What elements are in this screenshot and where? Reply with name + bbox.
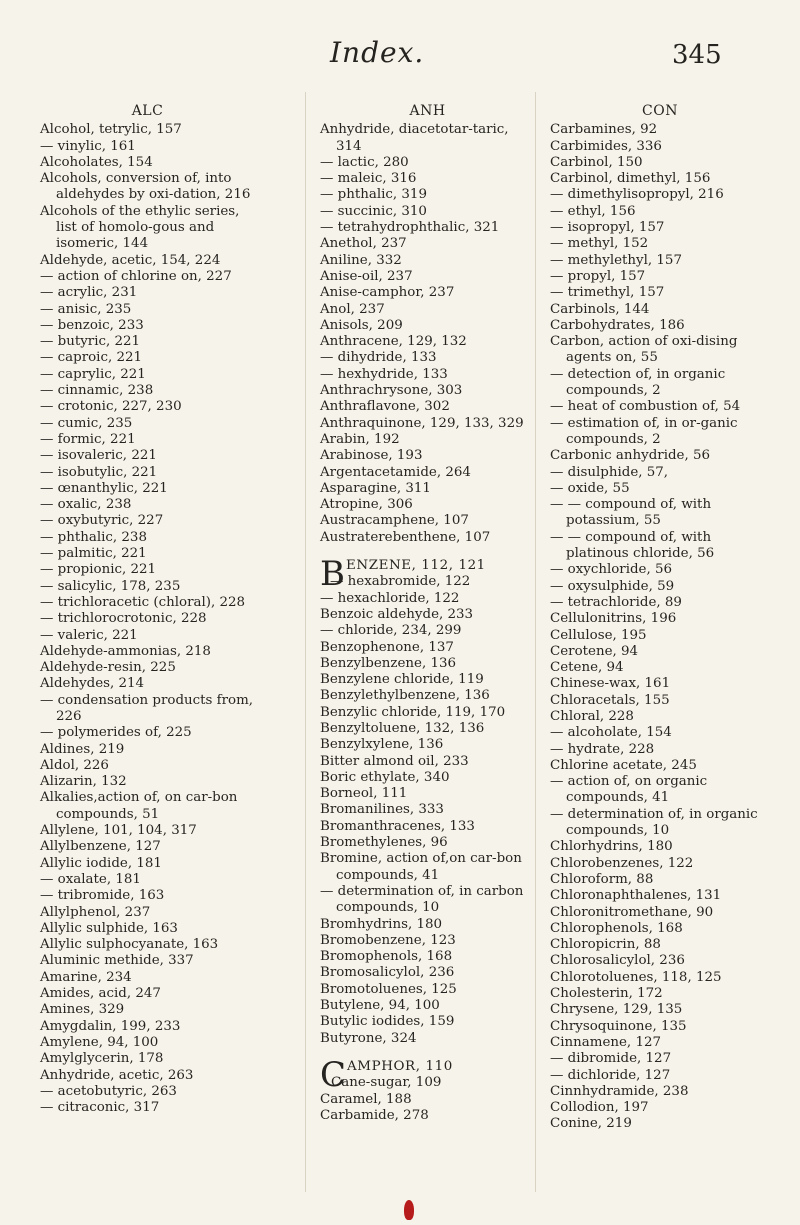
index-entry: — dichloride, 127 (550, 1067, 671, 1083)
index-entry: Cellulose, 195 (550, 627, 647, 643)
index-entry: Bitter almond oil, 233 (320, 753, 469, 769)
index-entry: — alcoholate, 154 (550, 725, 672, 741)
index-entry: — citraconic, 317 (40, 1100, 160, 1116)
index-entry: Chlorosalicylol, 236 (550, 953, 685, 969)
index-entry: — tetrachloride, 89 (550, 594, 682, 610)
index-entry: — caprylic, 221 (40, 366, 146, 382)
index-entry: — heat of combustion of, 54 (550, 399, 741, 415)
index-entry: Carbohydrates, 186 (550, 317, 685, 333)
index-entry: Boric ethylate, 340 (320, 769, 450, 785)
index-entry: Aldehydes, 214 (40, 676, 145, 692)
index-entry: Chloronitromethane, 90 (550, 904, 714, 920)
index-entry: Benzylene chloride, 119 (320, 672, 484, 688)
index-entry: Cholesterin, 172 (550, 986, 663, 1002)
index-entry: Benzylethylbenzene, 136 (320, 688, 490, 704)
index-entry: — phthalic, 238 (40, 529, 147, 545)
index-entry: Anethol, 237 (320, 236, 407, 252)
index-entry: — oxalate, 181 (40, 871, 141, 887)
column-divider (535, 92, 536, 1192)
index-entry: Chinese-wax, 161 (550, 676, 671, 692)
index-entry: Chlorophenols, 168 (550, 920, 683, 936)
index-entry: Asparagine, 311 (320, 480, 431, 496)
index-entry: — acrylic, 231 (40, 285, 138, 301)
index-entry: Anthrachrysone, 303 (320, 383, 463, 399)
index-entry: Anise-oil, 237 (320, 268, 413, 284)
index-entry: — succinic, 310 (320, 203, 427, 219)
index-entry: Anthraflavone, 302 (320, 399, 450, 415)
index-entry: — disulphide, 57, (550, 464, 669, 480)
index-entry: Amylene, 94, 100 (40, 1034, 159, 1050)
index-entry: Allylphenol, 237 (40, 904, 151, 920)
index-entry: Butylene, 94, 100 (320, 998, 440, 1014)
index-entry: Anise-camphor, 237 (320, 285, 455, 301)
index-entry: Allylic iodide, 181 (40, 855, 162, 871)
index-entry: Austracamphene, 107 (320, 513, 469, 529)
index-entry: Chrysoquinone, 135 (550, 1018, 687, 1034)
index-entry: — action of chlorine on, 227 (40, 268, 232, 284)
index-entry: — lactic, 280 (320, 154, 409, 170)
index-entry: — chloride, 234, 299 (320, 623, 462, 639)
index-entry: — determination of, in organic compounds, 10 (550, 806, 758, 839)
index-entry: Atropine, 306 (320, 497, 413, 513)
index-entry: Conine, 219 (550, 1116, 632, 1132)
index-entry: — hexachloride, 122 (320, 590, 460, 606)
index-entry: Cellulonitrins, 196 (550, 611, 677, 627)
index-entry: — polymerides of, 225 (40, 725, 192, 741)
page-number: 345 (672, 40, 722, 70)
index-entry: — cinnamic, 238 (40, 383, 154, 399)
index-entry: Alcohols of the ethylic series, list of homolo-gous and isomeric, 144 (40, 203, 240, 252)
index-entry: Cinnhydramide, 238 (550, 1083, 689, 1099)
index-entry: Benzylic chloride, 119, 170 (320, 704, 506, 720)
index-column-1 (40, 103, 255, 1116)
index-entry: Allylbenzene, 127 (40, 839, 161, 855)
index-entry: — isopropyl, 157 (550, 220, 665, 236)
index-entry: Aluminic methide, 337 (40, 953, 194, 969)
index-entry: — propyl, 157 (550, 268, 646, 284)
index-entry: Borneol, 111 (320, 786, 408, 802)
index-entry: — salicylic, 178, 235 (40, 578, 181, 594)
index-entry: — palmitic, 221 (40, 546, 147, 562)
index-column-2 (320, 103, 535, 1124)
index-entry: — oxide, 55 (550, 480, 630, 496)
index-entry: — — compound of, with platinous chloride, 56 (550, 529, 715, 562)
index-entry: Amarine, 234 (40, 969, 132, 985)
index-entry: — phthalic, 319 (320, 187, 427, 203)
index-entry: — vinylic, 161 (40, 138, 136, 154)
index-entry: — ethyl, 156 (550, 203, 636, 219)
index-entry: — hydrate, 228 (550, 741, 655, 757)
drop-cap: B (320, 554, 345, 595)
index-entry: Cinnamene, 127 (550, 1034, 662, 1050)
index-entry: — oxysulphide, 59 (550, 578, 675, 594)
index-entry: Allylene, 101, 104, 317 (40, 823, 197, 839)
index-entry: — dimethylisopropyl, 216 (550, 187, 724, 203)
index-entry: Carbimides, 336 (550, 138, 662, 154)
index-entry: Bromosalicylol, 236 (320, 965, 455, 981)
index-entry: — benzoic, 233 (40, 317, 144, 333)
index-entry: — action of, on organic compounds, 41 (550, 774, 708, 806)
index-entry: Anol, 237 (320, 301, 385, 317)
index-entry: Amylglycerin, 178 (40, 1051, 164, 1067)
index-entry: — crotonic, 227, 230 (40, 399, 182, 415)
index-entry: — œnanthylic, 221 (40, 480, 168, 496)
index-entry: Benzyltoluene, 132, 136 (320, 720, 485, 736)
column-divider (305, 92, 306, 1192)
index-entry: — caproic, 221 (40, 350, 143, 366)
index-entry: Allylic sulphocyanate, 163 (40, 937, 219, 953)
index-entry: Aldehyde-ammonias, 218 (40, 643, 211, 659)
index-entry: Alizarin, 132 (40, 774, 127, 790)
index-entry: Austraterebenthene, 107 (320, 529, 491, 545)
index-entry: — acetobutyric, 263 (40, 1083, 177, 1099)
entry-text: AMPHOR, 110 (347, 1058, 453, 1074)
index-entry: Arabin, 192 (320, 431, 400, 447)
index-entry: Chloropicrin, 88 (550, 937, 661, 953)
index-entry: — oxalic, 238 (40, 497, 132, 513)
index-entry: — oxybutyric, 227 (40, 513, 164, 529)
index-entry: — oxychloride, 56 (550, 562, 673, 578)
index-entry: Benzophenone, 137 (320, 639, 454, 655)
index-entry: Aldehyde-resin, 225 (40, 660, 176, 676)
index-entry: Aldehyde, acetic, 154, 224 (40, 252, 221, 268)
index-entry: Alcoholates, 154 (40, 154, 153, 170)
index-entry: — isobutylic, 221 (40, 464, 158, 480)
index-entry: Alcohol, tetrylic, 157 (40, 122, 182, 138)
index-entry: Chloracetals, 155 (550, 692, 670, 708)
index-entry: — cumic, 235 (40, 415, 133, 431)
index-entry: Carbinol, dimethyl, 156 (550, 171, 711, 187)
index-entry: Carbinols, 144 (550, 301, 650, 317)
index-entry: — anisic, 235 (40, 301, 132, 317)
index-entry: Bromobenzene, 123 (320, 932, 456, 948)
index-entry: Carbamide, 278 (320, 1107, 429, 1123)
index-entry: — — compound of, with potassium, 55 (550, 497, 712, 529)
index-entry: Chloronaphthalenes, 131 (550, 888, 722, 904)
index-entry: Chlorotoluenes, 118, 125 (550, 969, 722, 985)
column-heading: CON (642, 103, 678, 119)
index-entry: — trichlorocrotonic, 228 (40, 611, 207, 627)
index-entry: Bromanthracenes, 133 (320, 818, 475, 834)
page-header (0, 30, 800, 80)
index-entry: Caramel, 188 (320, 1091, 412, 1107)
index-entry: Chlorobenzenes, 122 (550, 855, 694, 871)
index-entry: — tetrahydrophthalic, 321 (320, 220, 500, 236)
index-entry: Amides, acid, 247 (40, 986, 161, 1002)
index-entry: — isovaleric, 221 (40, 448, 157, 464)
index-entry: — maleic, 316 (320, 171, 417, 187)
index-entry: Bromanilines, 333 (320, 802, 444, 818)
index-entry: Anthraquinone, 129, 133, 329 (320, 415, 524, 431)
index-entry: Cane-sugar, 109 (331, 1075, 442, 1091)
index-entry: Anthracene, 129, 132 (320, 334, 467, 350)
index-entry: Anhydride, acetic, 263 (40, 1067, 194, 1083)
index-entry: Chrysene, 129, 135 (550, 1002, 683, 1018)
column-heading: ALC (131, 103, 164, 119)
index-entry: Cerotene, 94 (550, 643, 639, 659)
index-entry: Bromhydrins, 180 (320, 916, 443, 932)
index-entry: Butyrone, 324 (320, 1030, 417, 1046)
ink-mark (404, 1200, 414, 1220)
index-entry: Cetene, 94 (550, 660, 624, 676)
index-entry: Bromine, action of,on car-bon compounds, 41 (320, 851, 522, 883)
index-entry: Alcohols, conversion of, into aldehydes by oxi-dation, 216 (40, 171, 251, 203)
index-entry: Amygdalin, 199, 233 (40, 1018, 181, 1034)
index-entry: Chlorine acetate, 245 (550, 757, 697, 773)
index-entry: Amines, 329 (40, 1002, 125, 1018)
index-entry: — methyl, 152 (550, 236, 649, 252)
index-entry: Chloroform, 88 (550, 871, 654, 887)
index-entry: — trimethyl, 157 (550, 285, 665, 301)
index-entry: Benzoic aldehyde, 233 (320, 606, 474, 622)
index-entry: — dihydride, 133 (320, 350, 437, 366)
index-entry: — hexabromide, 122 (330, 574, 471, 590)
index-entry: — hexhydride, 133 (320, 366, 448, 382)
index-entry: Aldol, 226 (40, 757, 109, 773)
index-entry: Allylic sulphide, 163 (40, 920, 178, 936)
index-entry: — condensation products from, 226 (40, 692, 254, 724)
index-entry: Aniline, 332 (320, 252, 402, 268)
index-entry: Collodion, 197 (550, 1100, 649, 1116)
index-entry: Carbinol, 150 (550, 154, 643, 170)
index-entry: Butylic iodides, 159 (320, 1014, 455, 1030)
index-entry: Argentacetamide, 264 (320, 464, 471, 480)
index-entry: — valeric, 221 (40, 627, 138, 643)
index-entry: Anisols, 209 (320, 317, 403, 333)
index-entry: — estimation of, in or-ganic compounds, 2 (550, 415, 738, 447)
index-entry: — dibromide, 127 (550, 1051, 672, 1067)
index-entry: Benzylxylene, 136 (320, 737, 444, 753)
index-entry: Bromotoluenes, 125 (320, 981, 457, 997)
index-entry: — propionic, 221 (40, 562, 157, 578)
index-entry: Chlorhydrins, 180 (550, 839, 673, 855)
index-entry: Arabinose, 193 (320, 448, 423, 464)
index-column-3 (550, 103, 770, 1133)
index-entry: — methylethyl, 157 (550, 252, 682, 268)
index-entry: Anhydride, diacetotar-taric, 314 (320, 122, 509, 154)
index-entry: Carbamines, 92 (550, 122, 658, 138)
drop-cap: C (320, 1054, 347, 1095)
index-entry: Bromethylenes, 96 (320, 835, 448, 851)
index-entry: — butyric, 221 (40, 334, 141, 350)
index-entry: Bromophenols, 168 (320, 949, 453, 965)
index-entry: Benzylbenzene, 136 (320, 655, 457, 671)
page-title: Index. (330, 36, 425, 69)
index-entry: Chloral, 228 (550, 708, 634, 724)
index-entry: Alkalies,action of, on car-bon compounds, 51 (40, 790, 238, 822)
entry-text: ENZENE, 112, 121 (346, 558, 486, 574)
column-heading: ANH (409, 103, 446, 119)
index-entry: — tribromide, 163 (40, 888, 165, 904)
index-entry: Carbon, action of oxi-dising agents on, 55 (550, 334, 738, 366)
index-entry: — formic, 221 (40, 431, 136, 447)
index-entry: — detection of, in organic compounds, 2 (550, 366, 726, 399)
index-entry: Aldines, 219 (40, 741, 125, 757)
index-entry: — trichloracetic (chloral), 228 (40, 594, 246, 610)
index-entry: — determination of, in carbon compounds, 10 (320, 883, 524, 916)
index-entry: Carbonic anhydride, 56 (550, 448, 711, 464)
